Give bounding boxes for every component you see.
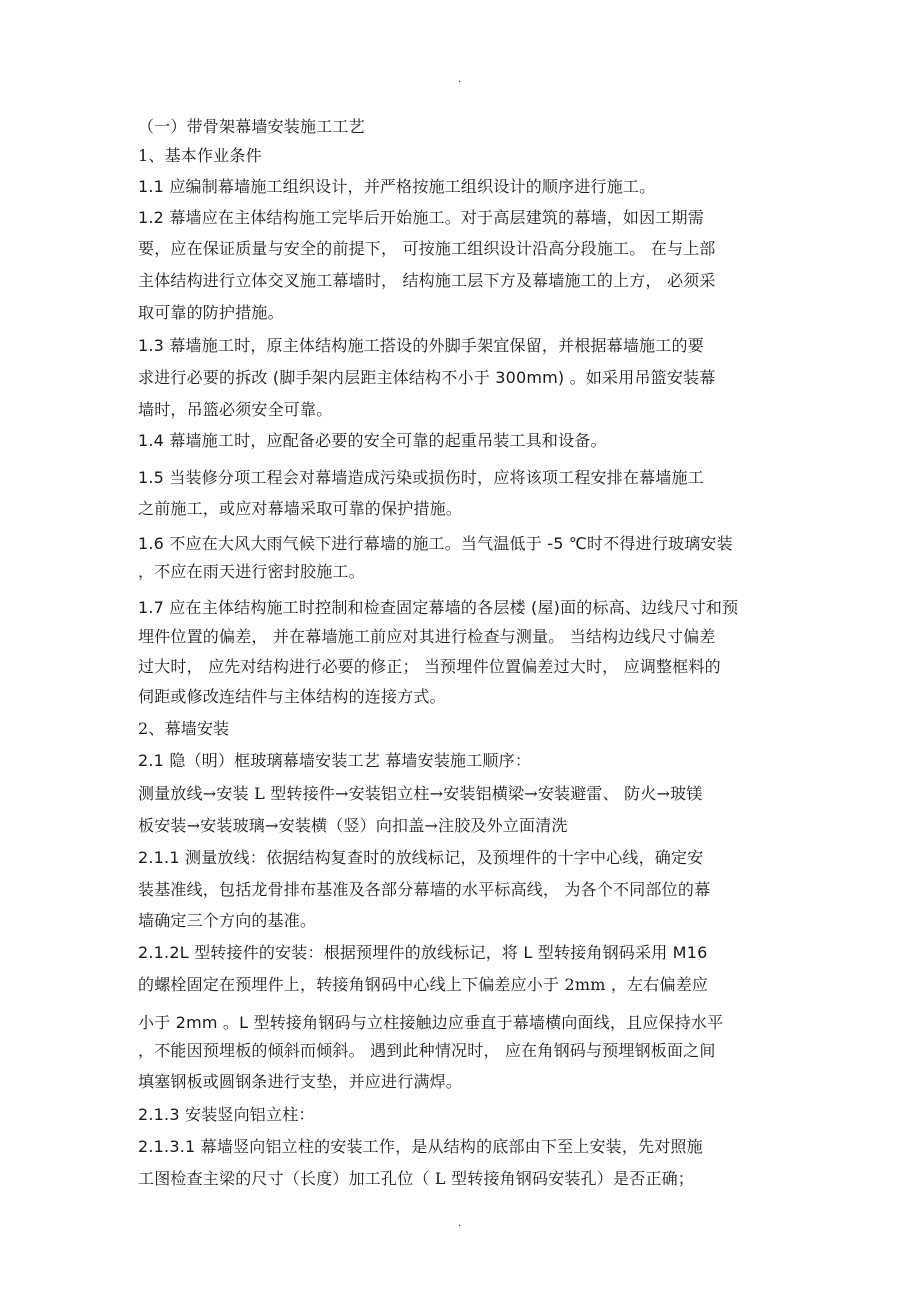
- text-line: 的螺栓固定在预埋件上，转接角钢码中心线上下偏差应小于 2mm ，左右偏差应: [138, 975, 709, 994]
- header-dot: .: [458, 71, 462, 85]
- text-line: 1.3 幕墙施工时，原主体结构施工搭设的外脚手架宜保留，并根据幕墙施工的要: [138, 336, 704, 355]
- text-line: 2.1.3.1 幕墙竖向铝立柱的安装工作，是从结构的底部由下至上安装，先对照施: [138, 1137, 703, 1156]
- text-line: 1.1 应编制幕墙施工组织设计，并严格按施工组织设计的顺序进行施工。: [138, 177, 656, 196]
- text-line: 要，应在保证质量与安全的前提下， 可按施工组织设计沿高分段施工。 在与上部: [138, 239, 716, 258]
- text-line: 伺距或修改连结件与主体结构的连接方式。: [138, 687, 446, 706]
- text-line: 测量放线→安装 L 型转接件→安装铝立柱→安装铝横梁→安装避雷、 防火→玻镁: [138, 784, 703, 803]
- text-line: ，不应在雨天进行密封胶施工。: [138, 562, 365, 581]
- text-line: ，不能因预埋板的倾斜而倾斜。 遇到此种情况时， 应在角钢码与预埋钢板面之间: [138, 1041, 716, 1060]
- section-title: （一）带骨架幕墙安装施工工艺: [138, 117, 365, 136]
- text-line: 过大时， 应先对结构进行必要的修正； 当预埋件位置偏差过大时， 应调整框料的: [138, 657, 721, 676]
- text-line: 1.5 当装修分项工程会对幕墙造成污染或损伤时，应将该项工程安排在幕墙施工: [138, 468, 704, 487]
- text-line: 之前施工，或应对幕墙采取可靠的保护措施。: [138, 499, 463, 518]
- text-line: 2.1 隐（明）框玻璃幕墙安装工艺 幕墙安装施工顺序：: [138, 751, 532, 770]
- text-line: 墙确定三个方向的基准。: [138, 911, 317, 930]
- text-line: 主体结构进行立体交叉施工幕墙时， 结构施工层下方及幕墙施工的上方， 必须采: [138, 271, 716, 290]
- footer-dot: .: [458, 1215, 462, 1229]
- text-line: 小于 2mm 。L 型转接角钢码与立柱接触边应垂直于幕墙横向面线，且应保持水平: [138, 1013, 724, 1032]
- text-line: 1.6 不应在大风大雨气候下进行幕墙的施工。当气温低于 -5 ℃时不得进行玻璃安装: [138, 534, 733, 553]
- text-line: 求进行必要的拆改 (脚手架内层距主体结构不小于 300mm) 。如采用吊篮安装幕: [138, 368, 716, 387]
- text-line: 埋件位置的偏差， 并在幕墙施工前应对其进行检查与测量。 当结构边线尺寸偏差: [138, 627, 716, 646]
- text-line: 1.4 幕墙施工时，应配备必要的安全可靠的起重吊装工具和设备。: [138, 431, 607, 450]
- text-line: 1.2 幕墙应在主体结构施工完毕后开始施工。对于高层建筑的幕墙，如因工期需: [138, 208, 704, 227]
- text-line: 填塞钢板或圆钢条进行支垫，并应进行满焊。: [138, 1072, 463, 1091]
- text-line: 墙时，吊篮必须安全可靠。: [138, 400, 333, 419]
- text-line: 2.1.2L 型转接件的安装：根据预埋件的放线标记，将 L 型转接角钢码采用 M16: [138, 943, 708, 962]
- text-line: 2.1.1 测量放线：依据结构复查时的放线标记，及预埋件的十字中心线，确定安: [138, 848, 704, 867]
- text-line: 1.7 应在主体结构施工时控制和检查固定幕墙的各层楼 (屋)面的标高、边线尺寸和预: [138, 598, 739, 617]
- text-line: 2.1.3 安装竖向铝立柱：: [138, 1105, 315, 1124]
- heading-2: 2、幕墙安装: [138, 719, 230, 738]
- text-line: 装基准线，包括龙骨排布基准及各部分幕墙的水平标高线， 为各个不同部位的幕: [138, 880, 711, 899]
- heading-1: 1、基本作业条件: [138, 146, 262, 165]
- text-line: 工图检查主梁的尺寸（长度）加工孔位（ L 型转接角钢码安装孔）是否正确；: [138, 1169, 694, 1188]
- text-line: 板安装→安装玻璃→安装横（竖）向扣盖→注胶及外立面清洗: [138, 816, 568, 835]
- text-line: 取可靠的防护措施。: [138, 303, 284, 322]
